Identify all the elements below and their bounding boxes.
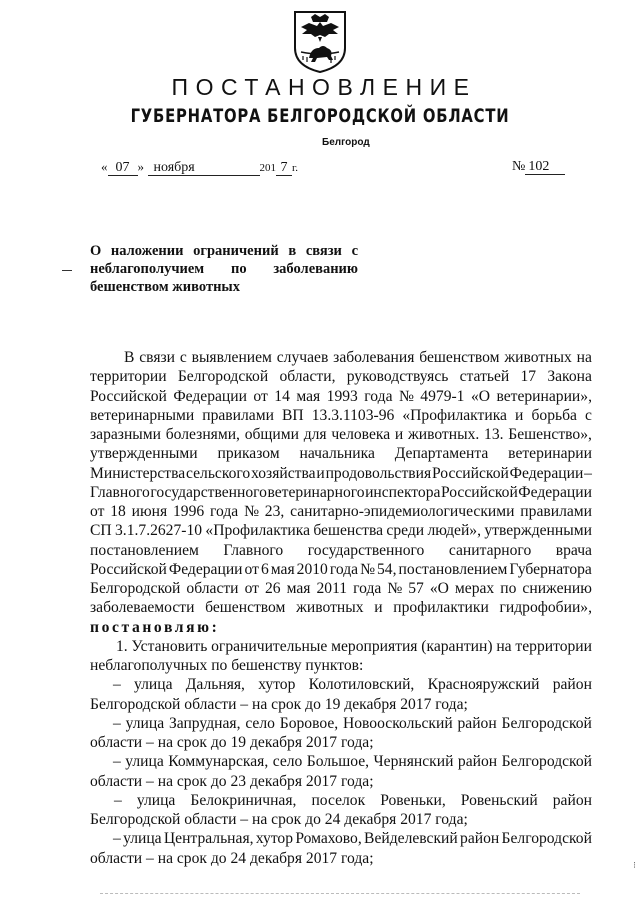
number-prefix: № xyxy=(512,159,526,174)
body-line: Белгородской области – на срок до 19 декабря 2017 года; xyxy=(90,695,468,713)
subject-word: бешенством животных xyxy=(90,279,240,295)
body-line xyxy=(90,675,592,694)
body-word: с xyxy=(179,349,187,366)
body-word: район xyxy=(457,753,498,771)
body-word: животных. xyxy=(407,426,480,443)
body-word: Вейделевский xyxy=(364,830,458,848)
body-word: государственного xyxy=(307,541,425,559)
belgorod-coat-of-arms-icon xyxy=(289,8,351,74)
body-word: «О xyxy=(429,580,449,597)
body-word: июня xyxy=(131,503,168,520)
subject-line xyxy=(90,242,358,260)
body-line xyxy=(90,425,592,444)
body-word: Белгородской xyxy=(501,753,592,771)
body-word: 2011 xyxy=(316,580,348,597)
page-bottom-edge xyxy=(100,893,580,894)
body-word: – xyxy=(584,464,592,482)
body-word: Дальняя, xyxy=(185,676,245,694)
body-word: 1993 xyxy=(326,387,358,405)
body-word: хутор xyxy=(255,830,294,848)
body-word: области xyxy=(186,580,239,597)
body-word: улица xyxy=(136,791,176,809)
body-word: поселок xyxy=(311,791,366,809)
body-word: 1996 xyxy=(173,503,205,520)
body-word: года xyxy=(364,387,393,405)
date-day: 07 xyxy=(108,161,138,176)
body-word: ветеринарии», xyxy=(496,387,592,405)
body-word: 18 xyxy=(110,503,126,520)
body-word: утвержденными xyxy=(90,445,198,463)
body-line: постановляю: xyxy=(90,618,220,636)
body-word: среди xyxy=(386,522,425,540)
body-line xyxy=(90,829,592,848)
subject-word: по xyxy=(230,261,247,277)
body-word: приказом xyxy=(217,445,280,463)
body-word: 13. xyxy=(484,426,504,443)
body-word: государственного xyxy=(150,483,267,501)
body-word: Ровеньский xyxy=(460,791,538,809)
body-line: области – на срок до 24 декабря 2017 года; xyxy=(90,849,374,867)
body-word: село xyxy=(272,753,303,771)
date-close-quote: » xyxy=(137,159,144,174)
body-word: Федерации xyxy=(168,560,243,578)
subject-word: заболеванию xyxy=(273,261,358,277)
body-word: – xyxy=(113,676,121,694)
margin-tick xyxy=(62,270,72,271)
document-subtitle: ГУБЕРНАТОРА БЕЛГОРОДСКОЙ ОБЛАСТИ xyxy=(130,105,510,127)
body-line xyxy=(90,406,592,425)
body-word: Федерации xyxy=(173,387,247,405)
body-word: ограничительные xyxy=(211,637,328,655)
body-line: области – на срок до 23 декабря 2017 года; xyxy=(90,772,374,790)
body-line xyxy=(90,637,592,656)
body-word: село xyxy=(245,714,275,732)
body-word: и xyxy=(515,406,524,424)
body-word: 4979-1 xyxy=(420,387,465,405)
body-line xyxy=(90,598,592,617)
body-word: 23, xyxy=(264,503,285,520)
body-word: № xyxy=(387,580,403,597)
body-word: «Профилактика xyxy=(205,522,310,540)
body-word: СП xyxy=(90,522,112,540)
subject-word: связи xyxy=(305,243,342,259)
subject-word: О xyxy=(90,243,102,259)
body-word: продовольствия xyxy=(325,464,432,482)
body-word: статьей xyxy=(459,368,510,386)
body-word: Боровое, xyxy=(279,714,339,732)
body-word: правилами xyxy=(520,503,592,520)
body-word: на xyxy=(496,637,512,655)
body-word: улица xyxy=(125,753,164,771)
body-word: от xyxy=(244,560,259,578)
body-word: от xyxy=(244,580,259,597)
body-word: и xyxy=(374,599,383,617)
body-word: от xyxy=(253,387,268,405)
body-word: снижению xyxy=(522,580,592,597)
body-word: животных xyxy=(504,349,572,366)
body-word: Ровеньки, xyxy=(380,791,446,809)
body-line xyxy=(90,348,592,367)
body-word: хутор xyxy=(258,676,296,694)
body-line xyxy=(90,714,592,733)
body-word: гидрофобии», xyxy=(499,599,592,617)
body-word: улица xyxy=(134,676,173,694)
body-word: и xyxy=(394,426,404,443)
body-line xyxy=(90,541,592,560)
body-word: болезнями, xyxy=(165,426,240,443)
body-word: заболевания xyxy=(333,349,415,366)
document-city: Белгород xyxy=(322,137,370,148)
scan-margin-marks: ⁝ xyxy=(633,860,636,870)
body-word: «Профилактика xyxy=(402,406,507,424)
body-word: выявлением xyxy=(191,349,272,366)
body-word: борьба xyxy=(531,406,577,424)
body-word: Российской xyxy=(431,464,509,482)
body-word: – xyxy=(113,714,121,732)
document-number xyxy=(512,159,565,175)
body-word: 26 xyxy=(264,580,281,597)
body-word: области, xyxy=(279,368,336,386)
body-word: Центральная, xyxy=(163,830,254,848)
document-title: ПОСТАНОВЛЕНИЕ xyxy=(171,74,477,100)
body-word: улица xyxy=(123,830,162,848)
body-word: Коммунарская, xyxy=(168,753,269,771)
subject-word: наложении xyxy=(110,243,184,259)
body-word: Губернатора xyxy=(509,560,592,578)
body-word: 2010 xyxy=(296,560,328,578)
body-word: 14 xyxy=(274,387,290,405)
body-word: район xyxy=(460,830,500,848)
date-year-suffix: 7 xyxy=(276,161,292,176)
body-word: Белгородской xyxy=(501,830,592,848)
body-word: года xyxy=(210,503,239,520)
body-word: Установить xyxy=(131,637,208,655)
body-word: Новооскольский xyxy=(342,714,453,732)
body-word: ветеринарии xyxy=(508,445,592,463)
body-line xyxy=(90,791,592,810)
body-word: № xyxy=(244,503,259,520)
body-word: человека xyxy=(331,426,391,443)
body-word: бешенством xyxy=(419,349,500,366)
body-word: Белгородской xyxy=(90,580,181,597)
body-word: № xyxy=(360,560,375,578)
body-word: бешенством xyxy=(205,599,286,617)
body-word: мая xyxy=(286,580,311,597)
body-word: начальника xyxy=(299,445,375,463)
body-word: (карантин) xyxy=(421,637,493,655)
body-word: Российской xyxy=(90,387,167,405)
body-word: 3.1.7.2627-10 xyxy=(115,522,203,540)
document-subject xyxy=(90,242,358,296)
body-line: Белгородской области – на срок до 24 декабря 2017 года; xyxy=(90,811,468,828)
body-word: Департамента xyxy=(394,445,489,463)
body-word: Закона xyxy=(547,368,592,386)
body-word: для xyxy=(303,426,327,443)
body-word: ВП xyxy=(281,406,304,424)
subject-word: в xyxy=(288,243,297,259)
date-open-quote: « xyxy=(101,159,108,174)
body-word: постановлением xyxy=(90,541,199,559)
body-word: улица xyxy=(125,714,165,732)
document-date xyxy=(101,159,298,176)
body-word: 54, xyxy=(377,560,397,578)
subject-word: неблагополучием xyxy=(90,261,205,277)
body-word: ветеринарного xyxy=(267,483,365,501)
body-word: «О xyxy=(470,387,490,405)
body-word: Федерации xyxy=(509,464,584,482)
body-word: людей», xyxy=(427,522,481,540)
number-value: 102 xyxy=(525,160,565,175)
body-word: В xyxy=(124,349,135,366)
document-body xyxy=(90,348,592,868)
body-word: заразными xyxy=(90,426,161,443)
body-word: заболеваемости xyxy=(90,599,195,617)
body-word: Главного xyxy=(223,541,284,559)
body-word: Ромахово, xyxy=(295,830,362,848)
body-word: Колотиловский, xyxy=(308,676,415,694)
date-month: ноября xyxy=(148,161,260,176)
body-word: – xyxy=(114,791,122,809)
body-word: сельского xyxy=(186,464,251,482)
body-word: утвержденными xyxy=(484,522,592,540)
body-word: Большое, xyxy=(306,753,370,771)
body-word: № xyxy=(398,387,414,405)
body-word: Белгородской xyxy=(177,368,269,386)
body-word: общими xyxy=(244,426,299,443)
body-word: животных xyxy=(296,599,364,617)
body-line xyxy=(90,502,592,521)
body-word: с xyxy=(585,406,592,424)
body-line xyxy=(90,367,592,386)
body-word: врача xyxy=(555,541,592,559)
body-word: территории xyxy=(515,637,592,655)
body-line xyxy=(90,579,592,598)
body-word: ветеринарными xyxy=(90,406,195,424)
body-word: от xyxy=(90,503,105,520)
body-word: мерах xyxy=(454,580,495,597)
body-word: Бешенство», xyxy=(508,426,592,443)
body-word: Чернянский xyxy=(373,753,454,771)
body-word: связи xyxy=(139,349,175,366)
body-line xyxy=(90,521,592,540)
body-word: территории xyxy=(90,368,167,386)
body-word: 17 xyxy=(520,368,537,386)
body-word: года xyxy=(353,580,382,597)
body-word: на xyxy=(576,349,592,366)
body-word: постановлением xyxy=(398,560,508,578)
body-word: профилактики xyxy=(393,599,489,617)
body-word: район xyxy=(552,676,592,694)
body-word: санитарного xyxy=(448,541,532,559)
subject-word: с xyxy=(351,243,358,259)
body-word: Министерства xyxy=(90,464,186,482)
body-line: неблагополучных по бешенству пунктов: xyxy=(90,657,364,674)
subject-word: ограничений xyxy=(193,243,279,259)
body-line xyxy=(90,464,592,483)
body-word: года xyxy=(329,560,359,578)
body-word: инспектора xyxy=(365,483,441,501)
body-word: Краснояружский xyxy=(427,676,540,694)
body-word: – xyxy=(113,830,121,848)
body-line xyxy=(90,483,592,502)
body-word: мероприятия xyxy=(331,637,418,655)
subject-line xyxy=(90,278,358,296)
body-word: 13.3.1103-96 xyxy=(311,406,395,424)
body-word: Белгородской xyxy=(501,714,592,732)
body-word: по xyxy=(500,580,517,597)
date-year-end: г. xyxy=(292,162,299,174)
body-line: области – на срок до 19 декабря 2017 года; xyxy=(90,734,374,751)
body-word: и xyxy=(316,464,325,482)
body-word: Главного xyxy=(90,483,150,501)
body-word: мая xyxy=(296,387,321,405)
body-word: район xyxy=(457,714,497,732)
body-word: случаев xyxy=(276,349,329,366)
body-word: Белокриничная, xyxy=(190,791,297,809)
body-word: правилами xyxy=(202,406,274,424)
body-line xyxy=(90,444,592,463)
body-word: 57 xyxy=(408,580,424,597)
body-word: Запрудная, xyxy=(168,714,241,732)
body-word: бешенства xyxy=(313,522,384,540)
body-word: район xyxy=(552,791,592,809)
body-word: мая xyxy=(270,560,295,578)
body-word: Федерации xyxy=(518,483,592,501)
body-word: 1. xyxy=(116,637,128,655)
body-word: хозяйства xyxy=(251,464,316,482)
body-line xyxy=(90,560,592,579)
body-word: Российской xyxy=(440,483,518,501)
body-line xyxy=(90,387,592,406)
date-year-prefix: 201 xyxy=(259,162,276,174)
body-word: 6 xyxy=(260,560,269,578)
body-line xyxy=(90,752,592,771)
body-word: – xyxy=(113,753,121,771)
subject-line xyxy=(90,260,358,278)
body-word: Российской xyxy=(90,560,167,578)
body-word: руководствуясь xyxy=(346,368,449,386)
body-word: санитарно-эпидемиологическими xyxy=(290,503,515,520)
